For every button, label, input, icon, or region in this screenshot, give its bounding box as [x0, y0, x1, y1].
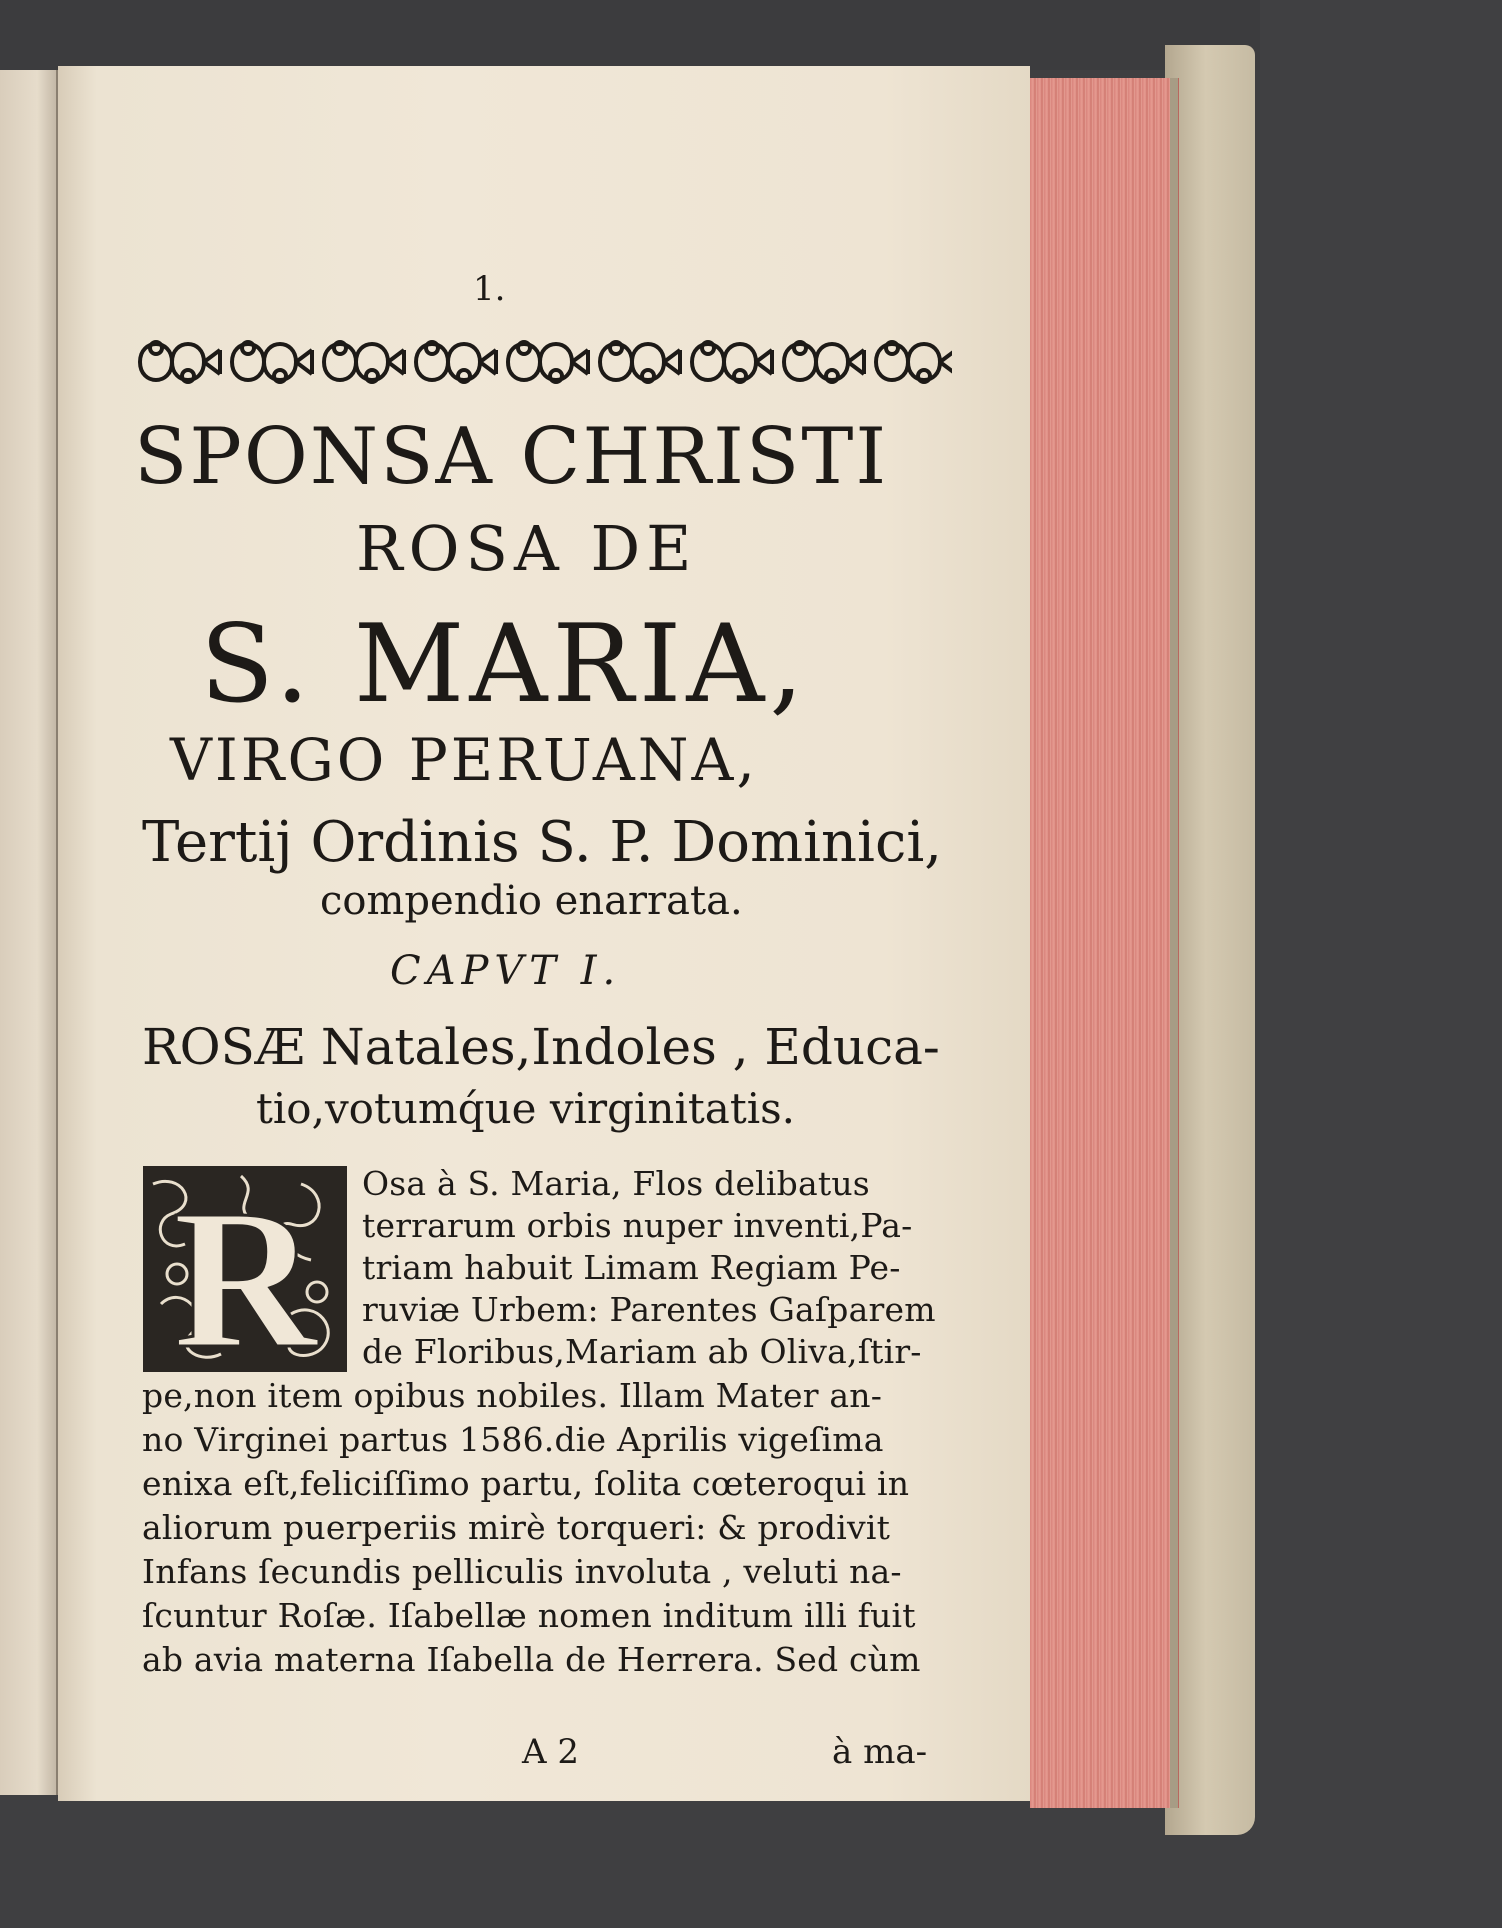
title-line-4: VIRGO PERUANA, — [170, 726, 758, 794]
title-line-2: ROSA DE — [356, 512, 698, 585]
title-line-1: SPONSA CHRISTI — [134, 412, 889, 502]
background-right — [1260, 0, 1502, 1928]
body-line: terrarum orbis nuper inventi,Pa- — [362, 1206, 913, 1245]
body-line: ab avia materna Iſabella de Herrera. Sed cùm — [142, 1640, 921, 1679]
chapter-heading: CAPVT I. — [390, 948, 622, 994]
red-page-edges — [1030, 78, 1179, 1808]
title-line-5: Tertij Ordinis S. P. Dominici, — [142, 810, 943, 875]
initial-letter: R — [172, 1169, 318, 1374]
chapter-subtitle-line-2: tio,votumq́ue virginitatis. — [256, 1084, 796, 1133]
body-line: aliorum puerperiis mirè torqueri: & prodivit — [142, 1508, 891, 1547]
body-line: pe,non item opibus nobiles. Illam Mater an- — [142, 1376, 883, 1415]
body-line: ſcuntur Roſæ. Iſabellæ nomen inditum illi fuit — [142, 1596, 916, 1635]
body-line: no Virginei partus 1586.die Aprilis vigeſima — [142, 1420, 884, 1459]
title-line-3: S. MARIA, — [200, 602, 809, 727]
body-line: Osa à S. Maria, Flos delibatus — [362, 1164, 870, 1203]
page-number: 1. — [473, 269, 506, 309]
signature-mark: A 2 — [522, 1732, 579, 1772]
body-line: enixa eſt,feliciſſimo partu, ſolita cœteroqui in — [142, 1464, 910, 1503]
body-line: ruviæ Urbem: Parentes Gaſparem — [362, 1290, 936, 1329]
ornamental-border-icon — [132, 328, 952, 396]
page-block-shadow — [1170, 78, 1178, 1808]
body-line: Infans ſecundis pelliculis involuta , veluti na- — [142, 1552, 902, 1591]
facing-page-edge — [0, 70, 62, 1795]
title-line-6: compendio enarrata. — [320, 878, 743, 924]
chapter-subtitle-line-1: ROSÆ Natales,Indoles , Educa- — [142, 1018, 940, 1076]
body-line: triam habuit Limam Regiam Pe- — [362, 1248, 901, 1287]
body-line: de Floribus,Mariam ab Oliva,ſtir- — [362, 1332, 922, 1371]
book-page — [58, 66, 1030, 1801]
decorated-initial-icon — [141, 1164, 349, 1374]
catchword: à ma- — [832, 1732, 928, 1772]
